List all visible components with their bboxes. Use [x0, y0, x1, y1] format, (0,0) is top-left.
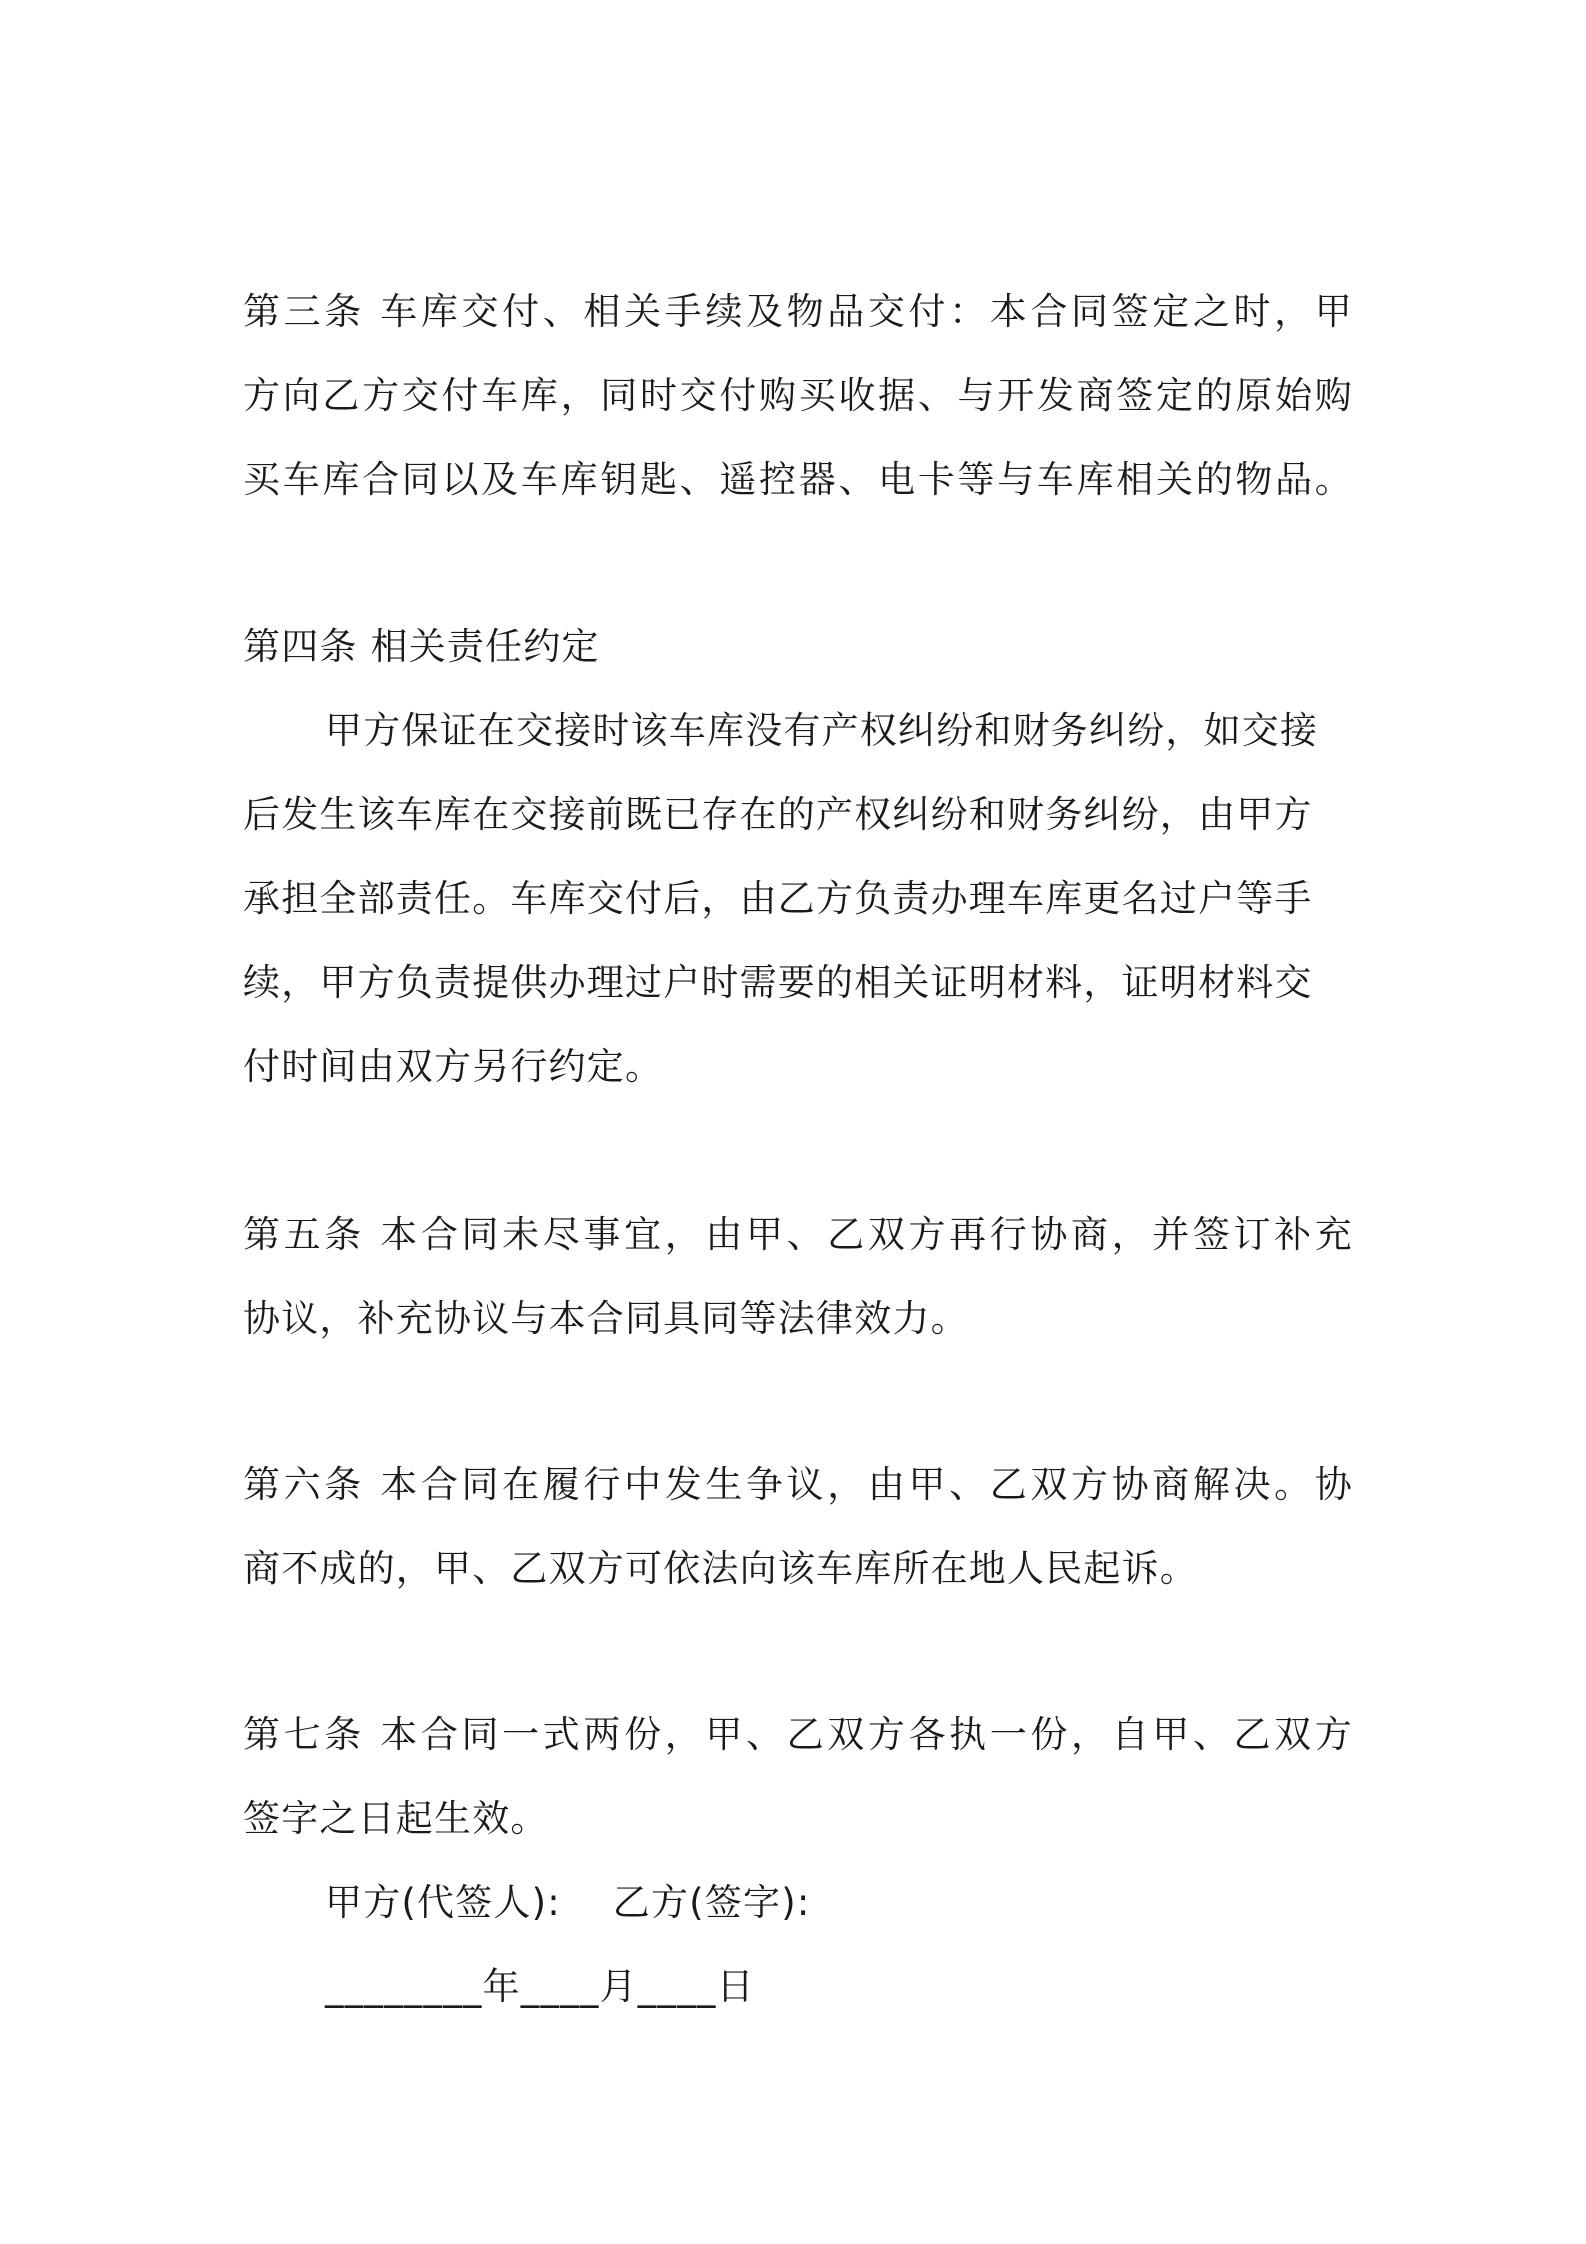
- article4-line2: 后发生该车库在交接前既已存在的产权纠纷和财务纠纷，由甲方: [243, 793, 1313, 836]
- article7-line1: 第七条 本合同一式两份，甲、乙双方各执一份，自甲、乙双方: [243, 1713, 1353, 1756]
- signature-parties: 甲方(代签人): 乙方(签字):: [325, 1881, 811, 1924]
- article5-line1: 第五条 本合同未尽事宜，由甲、乙双方再行协商，并签订补充: [243, 1213, 1353, 1256]
- article4-line4: 续，甲方负责提供办理过户时需要的相关证明材料，证明材料交: [243, 961, 1313, 1004]
- article4-line3: 承担全部责任。车库交付后，由乙方负责办理车库更名过户等手: [243, 877, 1313, 920]
- signature-date: ________年____月____日: [325, 1965, 755, 2008]
- article3-line1: 第三条 车库交付、相关手续及物品交付：本合同签定之时，甲: [243, 290, 1353, 333]
- article4-line1: 甲方保证在交接时该车库没有产权纠纷和财务纠纷，如交接: [325, 709, 1319, 752]
- article6-line1: 第六条 本合同在履行中发生争议，由甲、乙双方协商解决。协: [243, 1463, 1353, 1506]
- article7-line2: 签字之日起生效。: [243, 1797, 549, 1840]
- article6-line2: 商不成的，甲、乙双方可依法向该车库所在地人民起诉。: [243, 1547, 1198, 1590]
- article4-line5: 付时间由双方另行约定。: [243, 1045, 664, 1088]
- article5-line2: 协议，补充协议与本合同具同等法律效力。: [243, 1297, 969, 1340]
- article4-heading: 第四条 相关责任约定: [243, 625, 600, 668]
- article3-line3: 买车库合同以及车库钥匙、遥控器、电卡等与车库相关的物品。: [243, 458, 1353, 501]
- article3-line2: 方向乙方交付车库，同时交付购买收据、与开发商签定的原始购: [243, 374, 1353, 417]
